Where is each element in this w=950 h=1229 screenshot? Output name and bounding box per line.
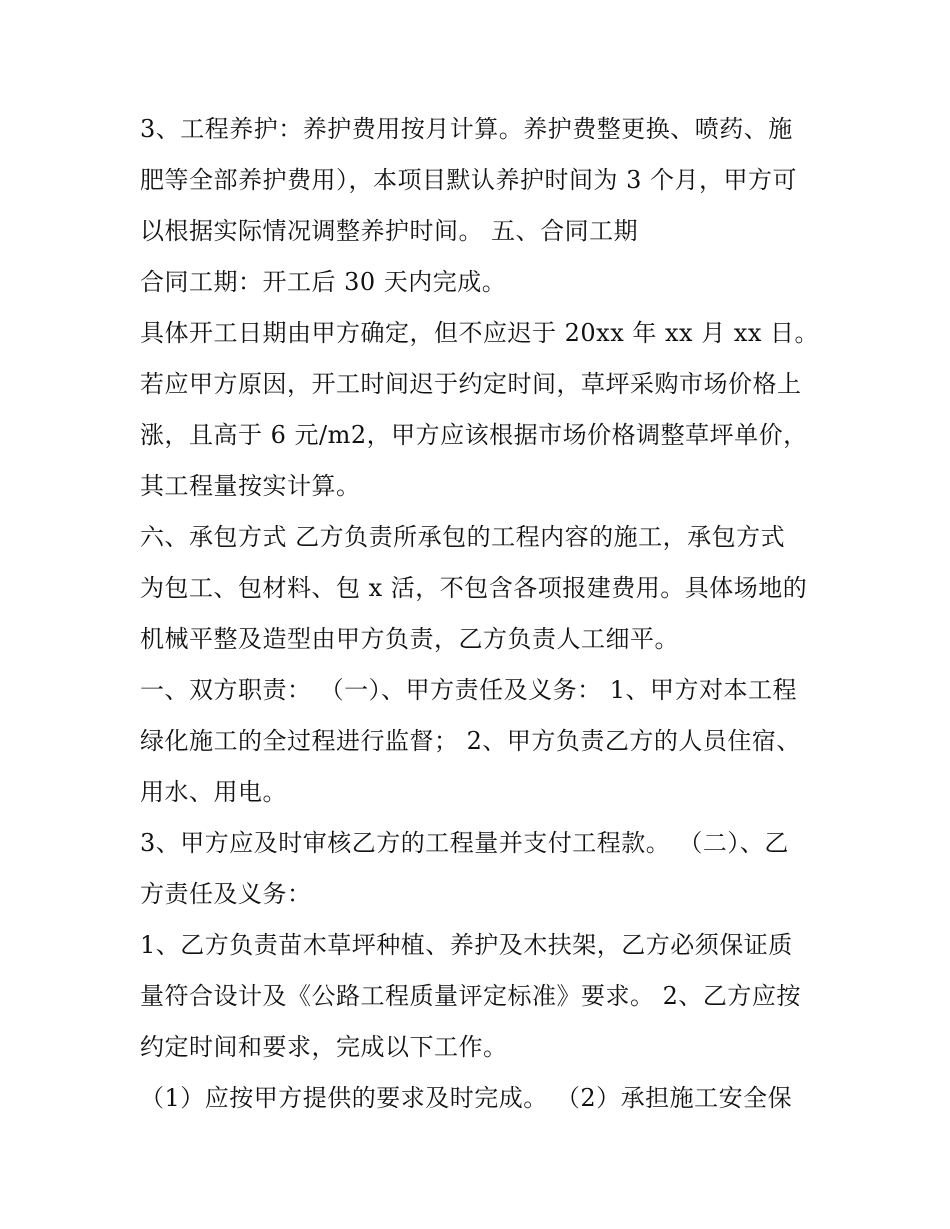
text-line: 3、工程养护：养护费用按月计算。养护费整更换、喷药、施 xyxy=(140,115,793,143)
text-line: 机械平整及造型由甲方负责，乙方负责人工细平。 xyxy=(140,625,679,653)
text-line: 量符合设计及《公路工程质量评定标准》要求。 2、乙方应按 xyxy=(140,982,801,1010)
document-body xyxy=(140,104,820,1124)
text-line: 3、甲方应及时审核乙方的工程量并支付工程款。 （二）、乙 xyxy=(140,829,789,857)
text-line: 用水、用电。 xyxy=(140,778,287,806)
text-line: 若应甲方原因，开工时间迟于约定时间，草坪采购市场价格上 xyxy=(140,370,802,398)
text-line: 肥等全部养护费用），本项目默认养护时间为 3 个月，甲方可 xyxy=(140,166,798,194)
text-line: 方责任及义务： xyxy=(140,880,312,908)
text-line: 以根据实际情况调整养护时间。 五、合同工期 xyxy=(140,217,639,245)
text-line: 为包工、包材料、包 x 活，不包含各项报建费用。具体场地的 xyxy=(140,574,808,602)
text-line: 绿化施工的全过程进行监督； 2、甲方负责乙方的人员住宿、 xyxy=(140,727,801,755)
text-line: 1、乙方负责苗木草坪种植、养护及木扶架，乙方必须保证质 xyxy=(140,931,793,959)
text-line: 具体开工日期由甲方确定，但不应迟于 20xx 年 xx 月 xx 日。 xyxy=(140,319,820,347)
text-line: 涨，且高于 6 元/m2，甲方应该根据市场价格调整草坪单价， xyxy=(140,421,808,449)
text-line: 一、双方职责： （一）、甲方责任及义务： 1、甲方对本工程 xyxy=(140,676,798,704)
text-line: 合同工期：开工后 30 天内完成。 xyxy=(140,268,507,296)
text-line: 其工程量按实计算。 xyxy=(140,472,361,500)
text-line: 六、承包方式 乙方负责所承包的工程内容的施工，承包方式 xyxy=(140,523,786,551)
text-line: 约定时间和要求，完成以下工作。 xyxy=(140,1033,508,1061)
text-line: （1）应按甲方提供的要求及时完成。 （2）承担施工安全保 xyxy=(140,1084,793,1112)
